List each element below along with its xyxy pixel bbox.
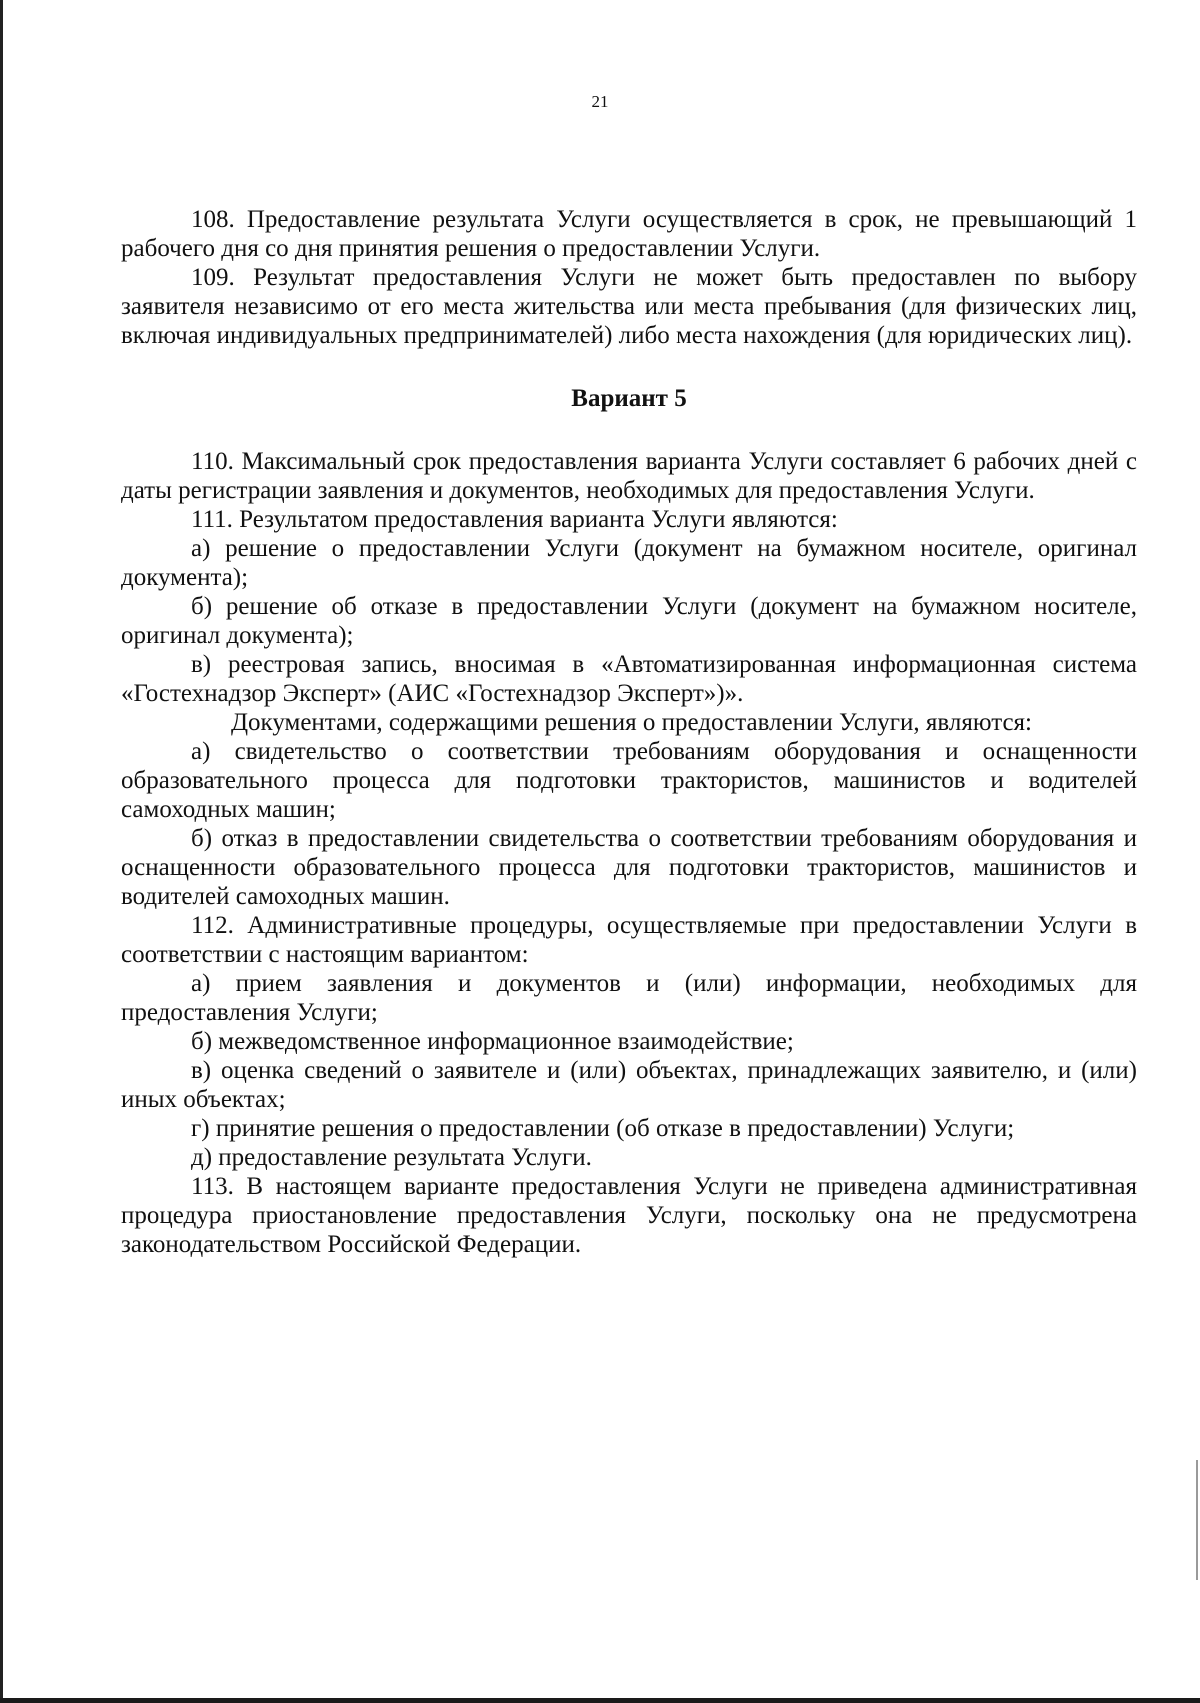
page-number: 21 (591, 92, 609, 111)
list-item-112-a: а) прием заявления и документов и (или) информации, необходимых для предоставления Услуги; (121, 970, 1137, 1026)
scan-edge-bottom (0, 1698, 1200, 1703)
list-item-112-v: в) оценка сведений о заявителе и (или) объектах, принадлежащих заявителю, и (или) иных объектах; (121, 1057, 1137, 1113)
paragraph-110: 110. Максимальный срок предоставления варианта Услуги составляет 6 рабочих дней с даты регистрации заявления и документов, необходимых для предоставления Услуги. (121, 448, 1137, 504)
document-body (121, 205, 1137, 1259)
list-item-112-g: г) принятие решения о предоставлении (об отказе в предоставлении) Услуги; (191, 1115, 1015, 1142)
list-item-111-b: б) решение об отказе в предоставлении Услуги (документ на бумажном носителе, оригинал документа); (121, 593, 1137, 649)
scan-edge-right (1196, 1460, 1198, 1580)
list-item-112-d: д) предоставление результата Услуги. (191, 1144, 592, 1171)
paragraph-113: 113. В настоящем варианте предоставления Услуги не приведена административная процедура приостановление предоставления Услуги, поскольку она не предусмотрена законодательством Российской Федерации. (121, 1173, 1137, 1258)
documents-intro: Документами, содержащими решения о предоставлении Услуги, являются: (231, 709, 1032, 736)
list-item-111-v: в) реестровая запись, вносимая в «Автоматизированная информационная система «Гостехнадзор Эксперт» (АИС «Гостехнадзор Эксперт»)». (121, 651, 1137, 707)
list-item-111-a: а) решение о предоставлении Услуги (документ на бумажном носителе, оригинал документа); (121, 535, 1137, 591)
list-item-docs-a: а) свидетельство о соответствии требованиям оборудования и оснащенности образовательного процесса для подготовки трактористов, машинистов и водителей самоходных машин; (121, 738, 1137, 823)
section-heading: Вариант 5 (571, 385, 687, 412)
paragraph-111: 111. Результатом предоставления варианта Услуги являются: (191, 506, 838, 533)
paragraph-112: 112. Административные процедуры, осуществляемые при предоставлении Услуги в соответствии с настоящим вариантом: (121, 912, 1137, 968)
paragraph-108: 108. Предоставление результата Услуги осуществляется в срок, не превышающий 1 рабочего дня со дня принятия решения о предоставлении Услуги. (121, 206, 1137, 262)
scan-edge-left (0, 0, 3, 1703)
list-item-docs-b: б) отказ в предоставлении свидетельства о соответствии требованиям оборудования и оснащенности образовательного процесса для подготовки трактористов, машинистов и водителей самоходных машин. (121, 825, 1137, 910)
paragraph-109: 109. Результат предоставления Услуги не может быть предоставлен по выбору заявителя независимо от его места жительства или места пребывания (для физических лиц, включая индивидуальных предпринимателей) либо места нахождения (для юридических лиц). (121, 264, 1137, 349)
list-item-112-b: б) межведомственное информационное взаимодействие; (191, 1028, 794, 1055)
